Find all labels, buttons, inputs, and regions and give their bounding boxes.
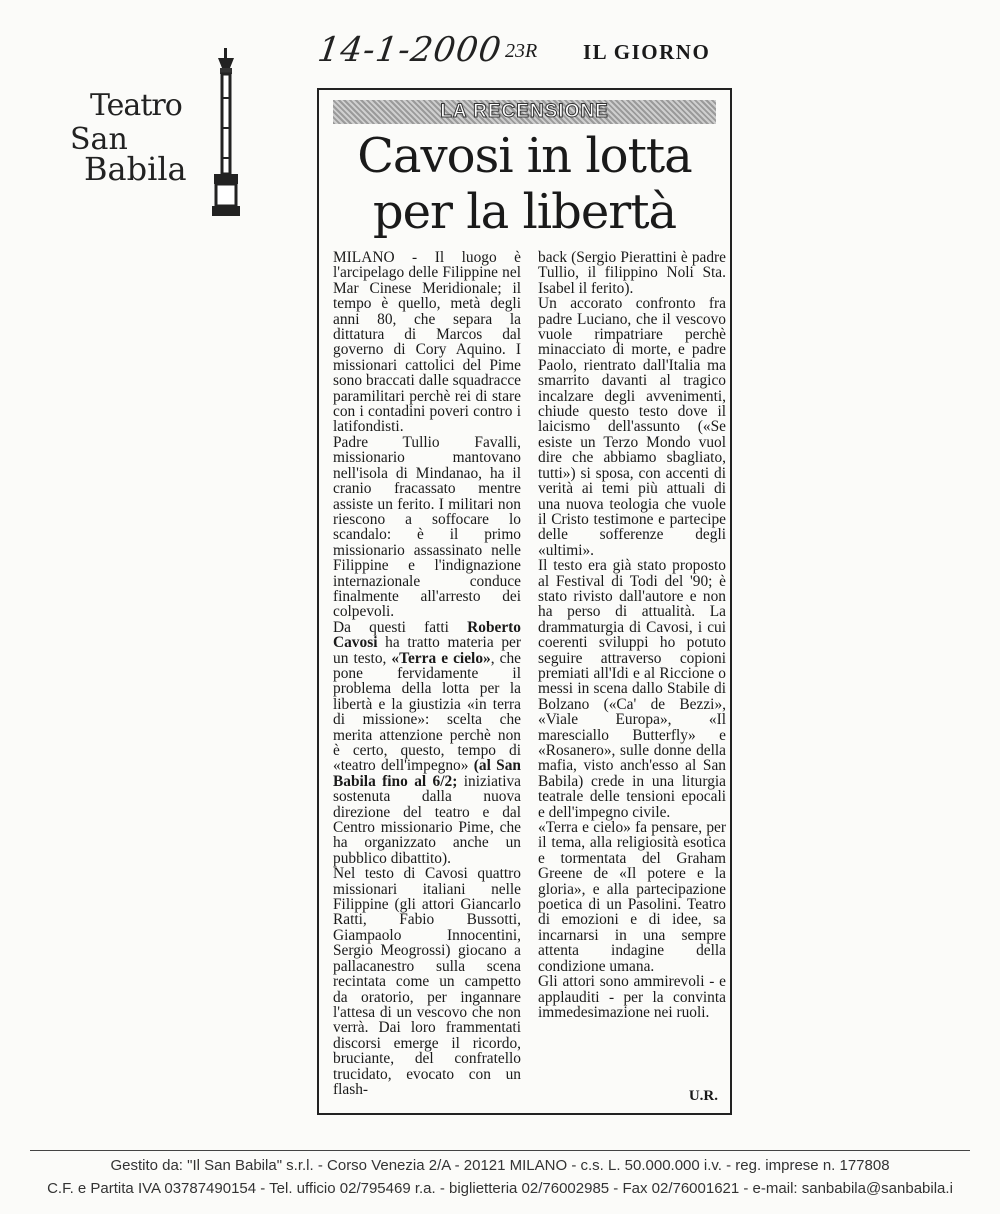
headline-line-2: per la libertà: [372, 184, 677, 240]
text-run: , che pone fervidamente il problema della lotta per la libertà e la giustizia «in terra di missione»: scelta che merita attenzione perchè non è certo, questo, tempo di «teatro dell'impegno»: [333, 649, 521, 775]
text-run: Da questi fatti: [333, 618, 468, 636]
article-column-1: [333, 250, 521, 1097]
footer-line-1: Gestito da: "Il San Babila" s.r.l. - Corso Venezia 2/A - 20121 MILANO - c.s. L. 50.000.000 i.v. - reg. imprese n. 177808: [110, 1157, 890, 1174]
logo-line-teatro: Teatro: [90, 88, 182, 123]
teatro-san-babila-logo: [70, 88, 200, 198]
logo-line-babila: Babila: [84, 150, 187, 188]
kicker-label: LA RECENSIONE: [440, 101, 609, 122]
footer-divider: [30, 1150, 970, 1151]
play-title: «Terra e cielo»: [391, 649, 491, 667]
paragraph: Il testo era già stato proposto al Festival di Todi del '90; è stato rivisto dall'autore e non ha perso di attualità. La drammaturgia di Cavosi, i cui coerenti sviluppi ho potuto seguire attraverso copioni premiati all'Idi e al Riccione o messi in scena dallo Stabile di Bolzano («Ca' de Bezzi», «Viale Europa», «Il maresciallo Butterfly» e «Rosanero», sulle donne della mafia, visto anch'esso al San Babila) crede in una liturgia teatrale delle tensioni epocali e dell'impegno civile.: [538, 557, 726, 821]
author-initials: U.R.: [688, 1088, 718, 1104]
author-name: Roberto Cavosi: [333, 618, 521, 652]
paragraph: Padre Tullio Favalli, missionario mantovano nell'isola di Mindanao, ha il cranio fracassato mentre assiste un ferito. I militari non riescono a soffocare lo scandalo: è il primo missionario assassinato nelle Filippine e l'indignazione internazionale conduce finalmente all'arresto dei colpevoli.: [333, 433, 521, 621]
headline: [319, 128, 730, 240]
headline-line-1: Cavosi in lotta: [357, 128, 692, 184]
paragraph: «Terra e cielo» fa pensare, per il tema, alla religiosità esotica e tormentata del Graham Greene de «Il potere e la gloria», e alla partecipazione poetica di un Pasolini. Teatro di emozioni e di idee, sa incarnarsi in una sempre attenta indagine della condizione umana.: [538, 819, 726, 975]
text-run: iniziativa sostenuta dalla nuova direzione del teatro e dal Centro missionario Pime, che ha organizzato anche un pubblico dibattito).: [333, 772, 521, 867]
paragraph: MILANO - Il luogo è l'arcipelago delle Filippine nel Mar Cinese Meridionale; il tempo è quello, metà degli anni 80, che separa la dittatura di Marcos dal governo di Cory Aquino. I missionari cattolici del Pime sono braccati dalle squadracce paramilitari perchè rei di stare con i contadini poveri contro i latifondisti.: [333, 249, 521, 436]
text-run: ha tratto materia per un testo,: [333, 634, 521, 667]
logo-line-san: San: [70, 122, 128, 157]
paragraph: Un accorato confronto fra padre Luciano, che il vescovo vuole rimpatriare perchè minacciato di morte, e padre Paolo, rientrato dall'Italia ma smarrito davanti al tragico incalzare degli avvenimenti, chiude questo testo dove il laicismo dell'assunto («Se esiste un Terzo Mondo vuol dire che abbiamo sbagliato, tutti») si sposa, con accenti di verità ai temi più attuali di una nuova teologia che vuole il Cristo testimone e partecipe delle sofferenze degli «ultimi».: [538, 295, 726, 559]
clipping-date: 14-1-2000: [315, 30, 505, 70]
page-number: 23R: [505, 40, 538, 62]
newspaper-name: IL GIORNO: [583, 40, 711, 64]
footer-line-2: C.F. e Partita IVA 03787490154 - Tel. ufficio 02/795469 r.a. - biglietteria 02/76002985 - Fax 02/76001621 - e-mail: sanbabila@sanbabila.i: [47, 1180, 953, 1197]
paragraph: Gli attori sono ammirevoli - e applauditi - per la convinta immedesimazione nei ruoli.: [538, 973, 726, 1021]
venue-dates: (al San Babila fino al 6/2;: [333, 757, 521, 790]
article-column-2: [538, 250, 726, 1020]
section-kicker: [333, 100, 716, 124]
paragraph: Nel testo di Cavosi quattro missionari italiani nelle Filippine (gli attori Giancarlo Ratti, Fabio Bussotti, Giampaolo Innocentini, Sergio Meogrossi) giocano a pallacanestro sulla scena recintata come un campetto da oratorio, per ingannare l'attesa di un vescovo che non verrà. Dai loro frammentati discorsi emerge il ricordo, bruciante, del confratello trucidato, evocato con un flash-: [333, 865, 521, 1098]
paragraph: back (Sergio Pierattini è padre Tullio, il filippino Noli Sta. Isabel il ferito).: [538, 249, 726, 297]
review-article: [317, 88, 732, 1115]
paragraph: [333, 620, 521, 867]
tower-emblem-icon: [208, 48, 244, 220]
